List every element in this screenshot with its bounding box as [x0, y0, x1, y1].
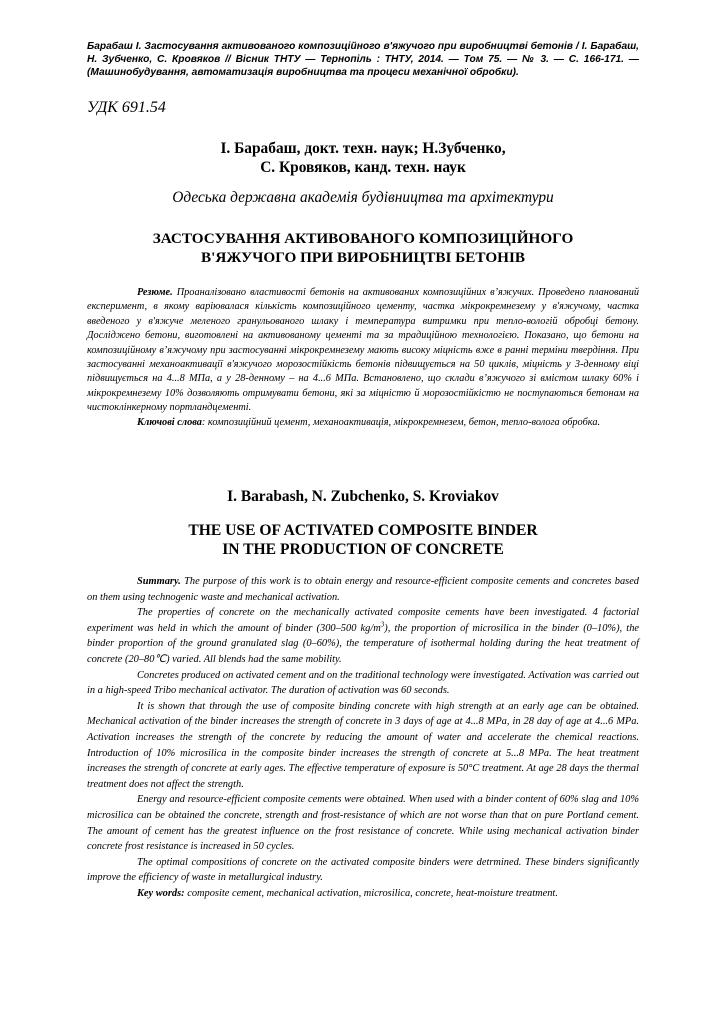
results-paragraph: It is shown that through the use of composite binding concrete with high strength at an early age can be obtained. Mechanical activation of the binder increases the strength of concrete in 3 days of age at 4...8 MPa, in 28 day of age at 4...6 MPa. Activation increases the strength of the concrete by reducing the amount of water and accelerate the chemical reactions. Introduction of 10% microsilica in the composite binder increases the strength of concrete at 5...8 MPa. The heat treatment increases the strength of concrete at early ages. The effective temperature of exposure is 50°C treatment. At age 28 days the thermal treatment does not affect the strength.	[87, 700, 639, 790]
abstract-ukrainian	[87, 286, 639, 430]
title-ukrainian	[87, 230, 639, 267]
concretes-paragraph: Concretes produced on activated cement and on the traditional technology were investigated. Activation was carried out in a high-speed Tribo mechanical activator. The duration of activation was 60 seconds.	[87, 669, 639, 697]
keywords-ukrainian-label: Ключові слова	[137, 416, 202, 428]
authors-ukrainian-line-2: С. Кровяков, канд. техн. наук	[260, 159, 466, 176]
affiliation: Одеська державна академія будівництва та архітектури	[172, 189, 554, 206]
title-english-line-1: THE USE OF ACTIVATED COMPOSITE BINDER	[188, 522, 538, 539]
keywords-ukrainian	[87, 416, 639, 430]
properties-superscript: 3	[380, 620, 385, 629]
authors-english: I. Barabash, N. Zubchenko, S. Kroviakov	[227, 488, 499, 505]
abstract-ukrainian-body	[87, 286, 639, 416]
keywords-english-text: composite cement, mechanical activation, microsilica, concrete, heat-moisture treatment.	[184, 887, 558, 899]
udk-code: УДК 691.54	[87, 99, 166, 116]
citation-header: Барабаш І. Застосування активованого композиційного в'яжучого при виробництві бетонів / І. Барабаш, Н. Зубченко, С. Кровяков // Вісник ТНТУ — Тернопіль : ТНТУ, 2014. — Том 75. — № 3. — С. 166-171. — (Машинобудування, автоматизація виробництва та процеси механічної обробки).	[87, 41, 639, 79]
summary-paragraph	[87, 574, 639, 605]
title-ukrainian-line-1: ЗАСТОСУВАННЯ АКТИВОВАНОГО КОМПОЗИЦІЙНОГО	[152, 230, 574, 247]
title-english	[87, 521, 639, 559]
authors-ukrainian-line-1: І. Барабаш, докт. техн. наук; Н.Зубченко,	[220, 140, 506, 157]
abstract-english	[87, 574, 639, 901]
authors-ukrainian	[87, 139, 639, 177]
properties-text-b: ), the proportion of microsilica in the binder (0–10%), the binder proportion of the ground granulated slag (0–60%), the temperature of isothermal holding during the heat treatment of concrete (20–80℃) varied. All blends had the same mobility.	[87, 622, 639, 665]
keywords-ukrainian-text: : композиційний цемент, механоактивація, мікрокремнезем, бетон, тепло-волога обробка.	[201, 416, 601, 428]
title-ukrainian-line-2: В'ЯЖУЧОГО ПРИ ВИРОБНИЦТВІ БЕТОНІВ	[201, 248, 525, 266]
summary-label: Summary.	[137, 576, 181, 587]
keywords-english	[87, 886, 639, 902]
optimal-paragraph: The optimal compositions of concrete on the activated composite binders were detrmined. These binders significantly improve the efficiency of waste in metallurgical industry.	[87, 856, 639, 884]
keywords-english-label: Key words:	[137, 887, 185, 899]
properties-text-a: The properties of concrete on the mechanically activated composite cements have been investigated. 4 factorial experiment was held in which the amount of binder (300–500 kg/m	[87, 607, 639, 634]
properties-paragraph	[87, 605, 639, 667]
cements-paragraph: Energy and resource-efficient composite cements were obtained. When used with a binder content of 60% slag and 10% microsilica can be obtained the concrete, strength and frost-resistance of which are not worse than that on pure Portland cement. The amount of cement has the greatest influence on the frost resistance of concrete. While using mechanical activation binder concrete frost resistance is increased in 50 cycles.	[87, 794, 639, 853]
abstract-ukrainian-label: Резюме.	[137, 287, 173, 298]
abstract-ukrainian-text: Проаналізовано властивості бетонів на активованих композиційних в’яжучих. Проведено планований експеримент, в якому варіювалася кількість композиційного цементу, частка мікрокремнезему у в'яжучому, частка введеного у в'яжуче меленого гранульованого шлаку і температура витримки при тепло-вологій обробці бетону. Досліджено бетони, виготовлені на активованому цементі та за традиційною технологією. Показано, що бетони на композиційному в’яжучому при застосуванні мікрокремнезему мають високу міцність вже в ранні терміни твердіння. При застосуванні механоактивації в'яжучого морозостійкість бетонів підвищується на 50 циклів, міцність у 3-денному віці підвищується на 4...8 МПа, а у 28-денному – на 4...6 МПа. Встановлено, що склади в’яжучого зі вмістом шлаку 60% і мікрокремнезему 10% дозволяють отримувати бетони, які за міцністю й морозостійкістю не поступаються бетонам на чистоклінкерному портландцементі.	[87, 287, 639, 414]
summary-text: The purpose of this work is to obtain energy and resource-efficient composite cements and concretes based on them using technogenic waste and mechanical activation.	[87, 576, 639, 603]
title-english-line-2: IN THE PRODUCTION OF CONCRETE	[222, 541, 504, 558]
